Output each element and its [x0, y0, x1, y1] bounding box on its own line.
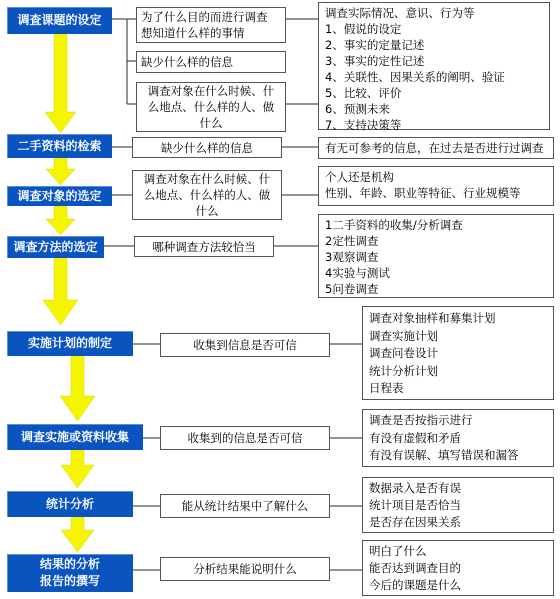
detail-plan-line: 统计分析计划	[369, 363, 438, 378]
question-target-1-line-2: 么地点、什么样的人、做	[147, 100, 275, 114]
detail-plan-line: 调查实施计划	[369, 328, 438, 343]
detail-target-line: 个人还是机构	[325, 170, 394, 184]
question-purpose	[136, 7, 286, 43]
question-stat-results: 能从统计结果中了解什么	[160, 494, 330, 518]
question-missing-info-1: 缺少什么样的信息	[136, 51, 286, 73]
detail-plan	[362, 306, 554, 400]
detail-method-line: 2定性调查	[325, 234, 379, 248]
detail-impl-line: 有没有误解、填写错误和漏答	[369, 448, 519, 462]
flow-arrow-1	[45, 34, 76, 133]
question-target-1	[136, 82, 286, 132]
question-target-2-line-3: 什么	[195, 204, 219, 218]
detail-results	[362, 540, 554, 596]
step-6-implementation: 调查实施或资料收集	[7, 424, 143, 450]
detail-topic-line: 调查实际情况、意识、行为等	[325, 6, 475, 20]
detail-topic-line: 4、关联性、因果关系的阐明、验证	[325, 70, 505, 84]
detail-plan-line: 调查对象抽样和募集计划	[369, 311, 496, 325]
question-results-explain: 分析结果能说明什么	[160, 557, 330, 581]
flow-arrow-7	[61, 517, 94, 552]
detail-plan-line: 日程表	[369, 381, 404, 395]
detail-result-line: 能否达到调查目的	[369, 561, 461, 575]
detail-method-line: 3观察调查	[325, 250, 379, 264]
question-target-2-line-2: 么地点、什么样的人、做	[143, 188, 271, 202]
detail-result-line: 明白了什么	[369, 544, 427, 558]
detail-plan-line: 调查问卷设计	[369, 346, 438, 360]
detail-topic-line: 2、事实的定量记述	[325, 38, 425, 52]
flow-arrow-6	[61, 450, 94, 488]
flow-arrow-5	[60, 356, 95, 421]
detail-topic-line: 3、事实的定性记述	[325, 54, 425, 68]
question-purpose-line-1: 为了什么目的而进行调查	[141, 10, 268, 24]
detail-topic-line: 7、支持决策等	[325, 118, 402, 132]
step-5-plan-making: 实施计划的制定	[7, 331, 133, 356]
detail-impl-line: 有没有虚假和矛盾	[369, 430, 461, 445]
detail-method-line: 5问卷调查	[325, 282, 379, 296]
detail-topic-line: 6、预测未来	[325, 102, 390, 116]
detail-stat-line: 是否存在因果关系	[369, 515, 461, 529]
step-3-target-selection: 调查对象的选定	[7, 186, 112, 206]
detail-topic-line: 5、比较、评价	[325, 86, 402, 100]
question-method: 哪种调查方法较恰当	[134, 236, 274, 257]
step-7-statistical-analysis: 统计分析	[7, 491, 133, 517]
detail-implementation	[362, 409, 554, 467]
flow-arrow-3	[46, 206, 75, 235]
detail-statistics	[362, 477, 554, 533]
question-target-1-line-1: 调查对象在什么时候、什	[147, 84, 275, 98]
flow-arrow-2	[46, 158, 75, 185]
question-target-2-line-1: 调查对象在什么时候、什	[143, 172, 271, 186]
question-target-1-line-3: 什么	[199, 116, 223, 130]
step-8-line-2: 报告的撰写	[39, 574, 100, 588]
question-target-2	[132, 170, 282, 220]
question-missing-info-2: 缺少什么样的信息	[132, 137, 282, 158]
detail-impl-line: 调查是否按指示进行	[369, 413, 473, 427]
detail-target-line: 性别、年龄、职业等特征、行业规模等	[325, 186, 521, 200]
detail-stat-line: 统计项目是否恰当	[369, 498, 461, 512]
question-info-reliable: 收集到信息是否可信	[160, 333, 330, 357]
detail-target	[318, 166, 554, 206]
detail-stat-line: 数据录入是否有误	[369, 481, 461, 495]
detail-methods	[318, 214, 554, 298]
step-8-result-analysis-report	[7, 554, 133, 592]
step-2-secondary-data-search: 二手资料的检索	[7, 134, 112, 158]
detail-secondary-data: 有无可参考的信息，在过去是否进行过调查	[318, 137, 554, 159]
step-4-method-selection: 调查方法的选定	[7, 236, 104, 258]
detail-method-line: 1二手资料的收集/分析调查	[325, 218, 463, 232]
detail-topic-setting	[318, 2, 550, 130]
question-purpose-line-2: 想知道什么样的事情	[141, 26, 245, 40]
question-collected-info-reliable: 收集到的信息是否可信	[160, 426, 330, 450]
step-8-line-1: 结果的分析	[39, 557, 100, 571]
step-1-topic-setting: 调查课题的设定	[7, 7, 112, 34]
detail-topic-line: 1、假说的设定	[325, 22, 402, 36]
flow-arrow-4	[43, 258, 78, 325]
detail-result-line: 今后的课题是什么	[369, 578, 461, 592]
detail-method-line: 4实验与测试	[325, 266, 390, 280]
